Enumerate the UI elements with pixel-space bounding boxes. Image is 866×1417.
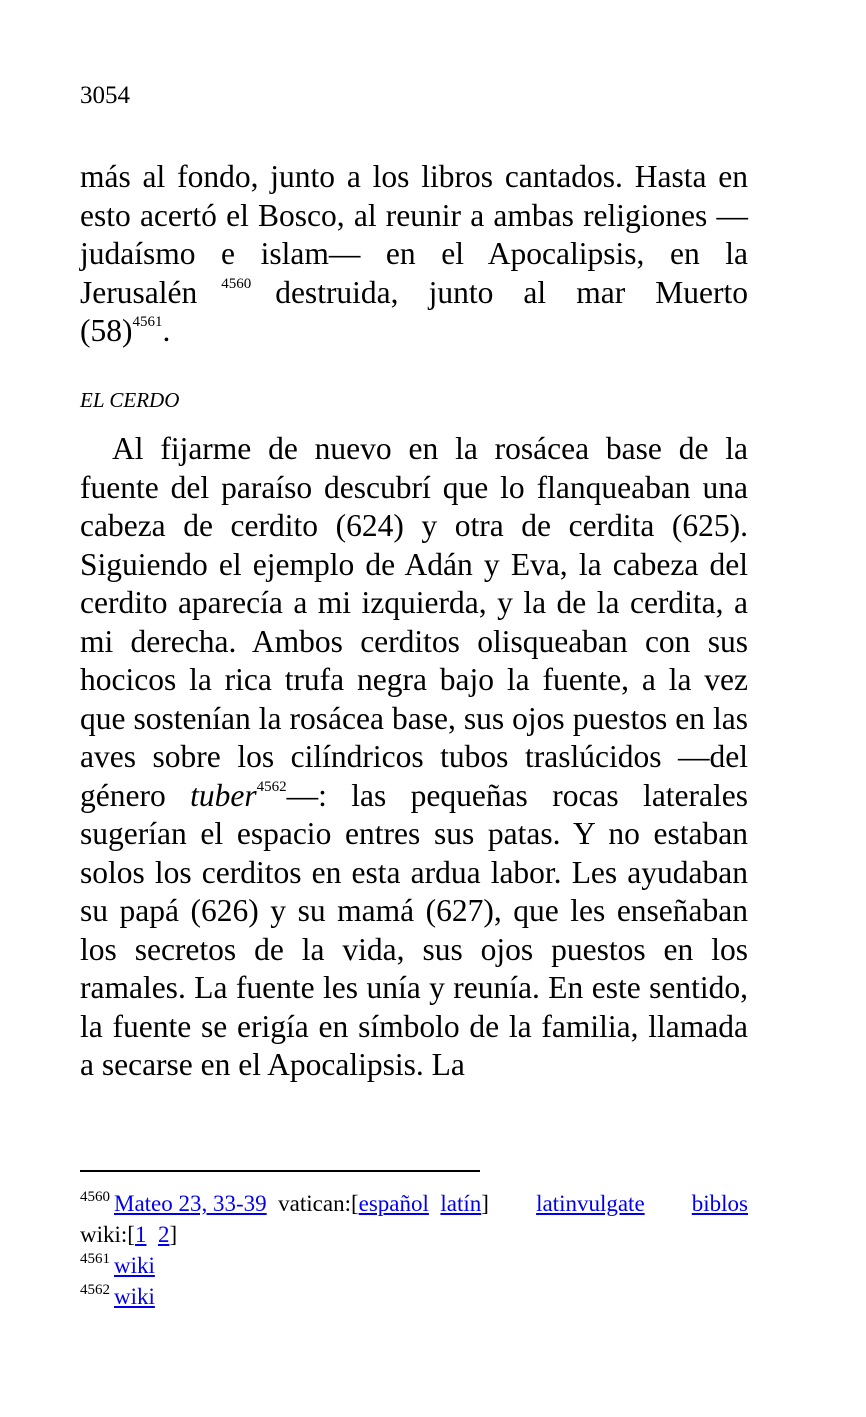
- link-latinvulgate[interactable]: latinvulgate: [536, 1191, 645, 1216]
- footnote-separator: [80, 1170, 480, 1172]
- link-wiki-1[interactable]: 1: [134, 1222, 147, 1247]
- footnote-ref-4561[interactable]: 4561: [132, 314, 163, 330]
- footnote-number: 4560: [80, 1189, 110, 1205]
- bracket-close: ]: [481, 1191, 489, 1216]
- link-latin[interactable]: latín: [440, 1191, 482, 1216]
- link-wiki-2[interactable]: 2: [157, 1222, 170, 1247]
- paragraph-1-period: .: [162, 313, 171, 348]
- italic-term: tuber: [190, 777, 257, 813]
- link-biblos[interactable]: biblos: [691, 1191, 748, 1216]
- paragraph-1-text-b: destruida, junto al mar Muerto (58): [80, 274, 748, 348]
- footnote-4560: [80, 1188, 748, 1219]
- section-title: EL CERDO: [80, 388, 180, 412]
- paragraph-2-text-a: Al fijarme de nuevo en la rosácea base de la fuente del paraíso descubrí que lo flanqueaban una cabeza de cerdito (624) y otra de cerdita (625). Siguiendo el ejemplo de Adán y Eva, la cabeza del cerdito aparecía a mi izquierda, y la de la cerdita, a mi derecha. Ambos cerditos olisqueaban con sus hocicos la rica trufa negra bajo la fuente, a la vez que sostenían la rosácea base, sus ojos puestos en las aves sobre los cilíndricos tubos traslúcidos —del género: [80, 431, 748, 813]
- page-number: 3054: [80, 82, 130, 109]
- link-wiki[interactable]: wiki: [114, 1253, 155, 1278]
- footnote-4562: [80, 1281, 748, 1312]
- footnote-4561: [80, 1250, 748, 1281]
- footnote-number: 4561: [80, 1251, 110, 1267]
- paragraph-2: [80, 430, 748, 1085]
- link-espanol[interactable]: español: [358, 1191, 429, 1216]
- wiki-label: wiki:[: [80, 1222, 135, 1247]
- footnotes: [80, 1188, 748, 1312]
- link-mateo[interactable]: Mateo 23, 33-39: [114, 1191, 267, 1216]
- footnote-number: 4562: [80, 1282, 110, 1298]
- footnote-4560-continued: [80, 1219, 748, 1250]
- paragraph-2-text-b: —: las pequeñas rocas laterales sugerían el espacio entres sus patas. Y no estaban solos los cerditos en esta ardua labor. Les ayudaban su papá (626) y su mamá (627), que les enseñaban los secretos de la vida, sus ojos puestos en los ramales. La fuente les unía y reunía. En este sentido, la fuente se erigía en símbolo de la familia, llamada a secarse en el Apocalipsis. La: [80, 777, 748, 1082]
- paragraph-1: [80, 158, 748, 351]
- wiki-bracket-close: ]: [169, 1222, 178, 1247]
- link-wiki[interactable]: wiki: [114, 1284, 155, 1309]
- paragraph-1-text: más al fondo, junto a los libros cantados. Hasta en esto acertó el Bosco, al reunir a ambas religiones —judaísmo e islam— en el Apocalipsis, en la Jerusalén: [80, 159, 748, 310]
- vatican-label: vatican:[: [278, 1191, 359, 1216]
- footnote-ref-4560[interactable]: 4560: [221, 275, 252, 292]
- footnote-ref-4562[interactable]: 4562: [256, 778, 287, 795]
